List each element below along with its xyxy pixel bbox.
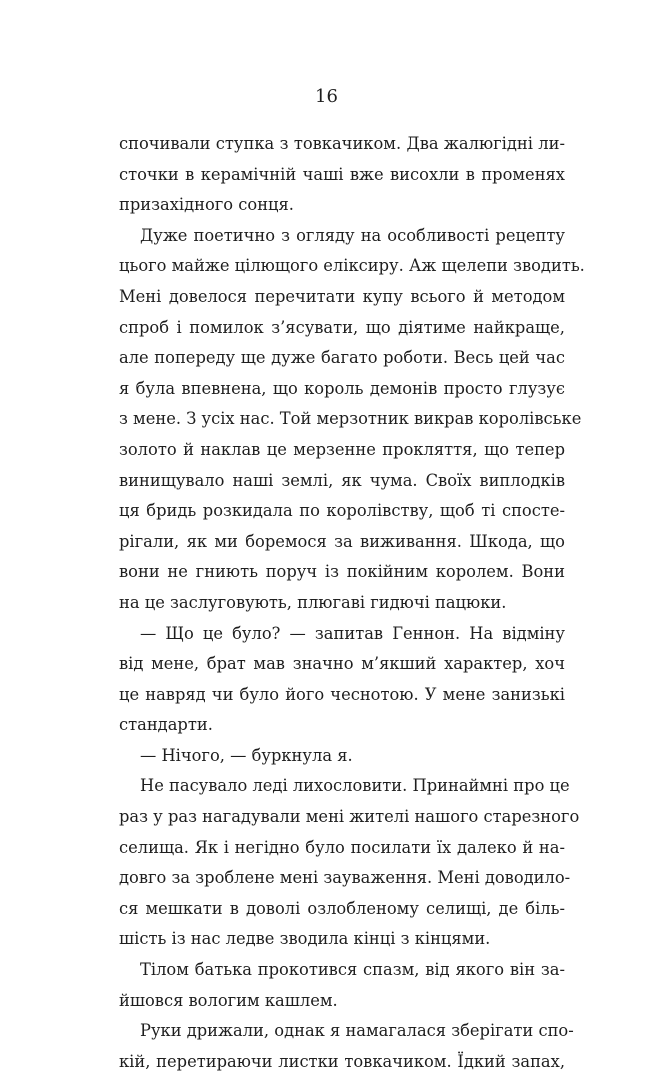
text-line: рігали, як ми боремося за виживання. Шкода, що (119, 531, 565, 551)
text-line: Не пасувало леді лихословити. Принаймні про це (140, 776, 570, 796)
paragraph (119, 1016, 574, 1077)
text-line: на це заслуговують, плюгаві гидючі пацюки. (119, 592, 507, 612)
text-line: цього майже цілющого еліксиру. Аж щелепи зводить. (119, 256, 585, 276)
paragraph (119, 221, 585, 619)
text-line: золото й наклав це мерзенне прокляття, що тепер (119, 439, 565, 459)
text-line: селища. Як і негідно було посилати їх далеко й на- (119, 837, 565, 857)
text-line: Мені довелося перечитати купу всього й методом (119, 286, 565, 306)
paragraph (119, 955, 565, 1016)
paragraph (119, 771, 580, 955)
text-line: ся мешкати в доволі озлобленому селищі, де біль- (119, 898, 565, 918)
text-line: довго за зроблене мені зауваження. Мені доводило- (119, 868, 571, 888)
text-line: кій, перетираючи листки товкачиком. Їдкий запах, (119, 1051, 565, 1071)
paragraph (119, 741, 565, 772)
text-line: від мене, брат мав значно м’якший характер, хоч (119, 654, 565, 674)
text-line: винищувало наші землі, як чума. Своїх виплодків (119, 470, 565, 490)
text-line: це навряд чи було його чеснотою. У мене занизькі (119, 684, 565, 704)
text-line: з мене. З усіх нас. Той мерзотник викрав королівське (119, 409, 582, 429)
text-line: — Що це було? — запитав Геннон. На відміну (140, 623, 565, 643)
text-line: але попереду ще дуже багато роботи. Весь цей час (119, 348, 565, 368)
text-line: ця бридь розкидала по королівству, щоб ті спосте- (119, 501, 565, 521)
text-line: спроб і помилок з’ясувати, що діятиме найкраще, (119, 317, 565, 337)
text-line: сточки в керамічній чаші вже висохли в променях (119, 164, 565, 184)
text-line: йшовся вологим кашлем. (119, 990, 338, 1010)
paragraph (119, 129, 565, 221)
paragraph (119, 619, 565, 741)
text-line: спочивали ступка з товкачиком. Два жалюгідні ли- (119, 134, 565, 153)
text-line: призахідного сонця. (119, 195, 294, 215)
text-line: раз у раз нагадували мені жителі нашого старезного (119, 807, 580, 827)
text-line: Тілом батька прокотився спазм, від якого він за- (140, 960, 565, 980)
page-number: 16 (315, 86, 338, 107)
text-line: Дуже поетично з огляду на особливості рецепту (140, 225, 565, 245)
text-line: вони не гниють поруч із покійним королем. Вони (119, 562, 565, 582)
text-line: стандарти. (119, 715, 213, 735)
text-line: шість із нас ледве зводила кінці з кінцями. (119, 929, 491, 949)
text-line: я була впевнена, що король демонів просто глузує (119, 378, 565, 398)
body-text (119, 129, 585, 1077)
text-line: Руки дрижали, однак я намагалася зберігати спо- (140, 1021, 574, 1041)
text-line: — Нічого, — буркнула я. (140, 745, 353, 765)
